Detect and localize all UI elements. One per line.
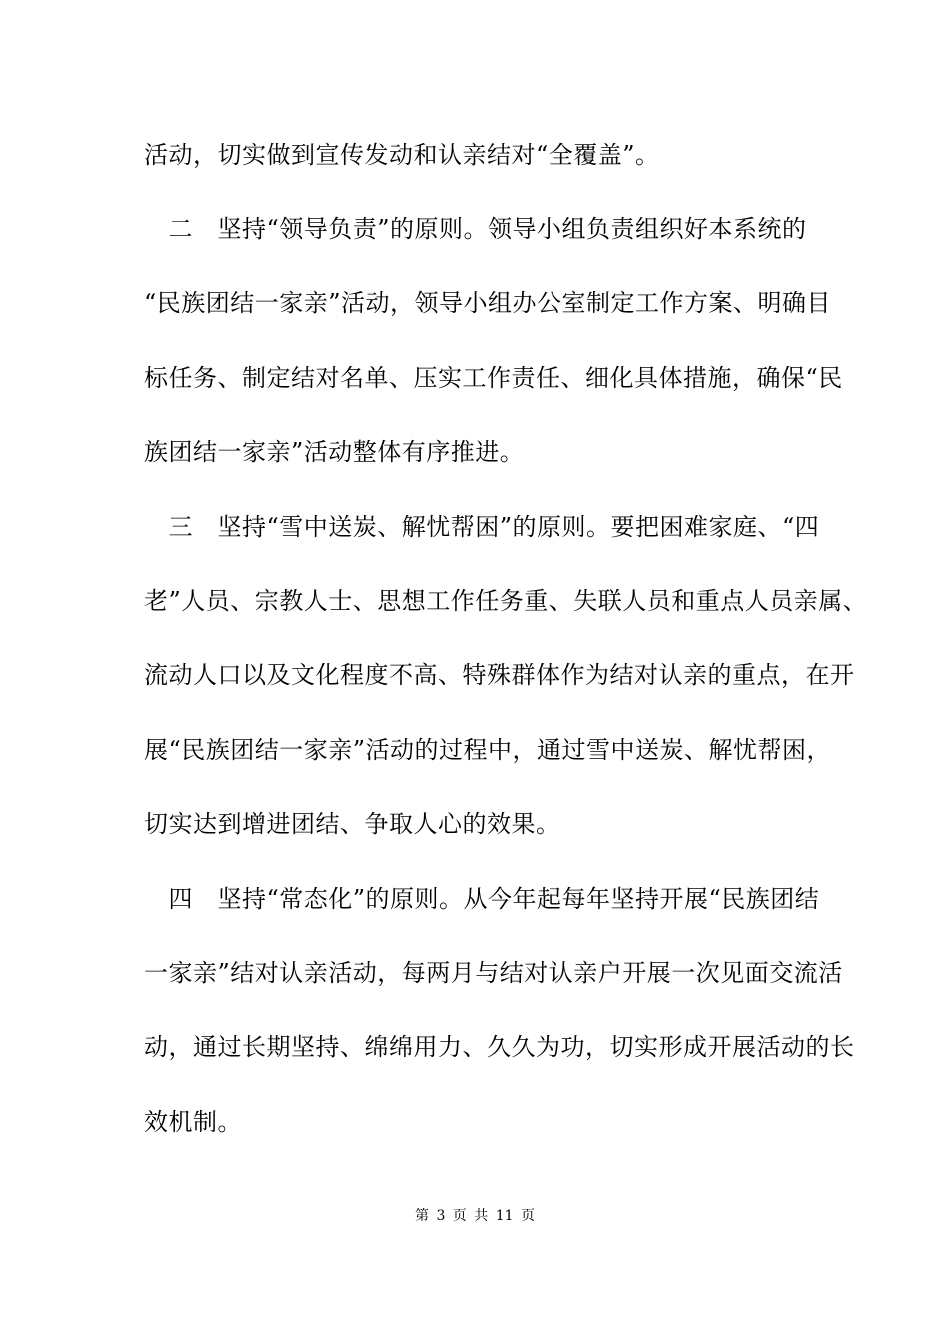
body-line-9: 展“民族团结一家亲”活动的过程中，通过雪中送炭、解忧帮困，: [144, 736, 832, 764]
body-line-11: 四 坚持“常态化”的原则。从今年起每年坚持开展“民族团结: [144, 885, 820, 913]
body-line-2: 二 坚持“领导负责”的原则。领导小组负责组织好本系统的: [144, 215, 807, 243]
body-line-12: 一家亲”结对认亲活动，每两月与结对认亲户开展一次见面交流活: [144, 959, 843, 987]
body-line-14: 效机制。: [144, 1108, 242, 1136]
body-line-10: 切实达到增进团结、争取人心的效果。: [144, 810, 561, 838]
body-line-5: 族团结一家亲”活动整体有序推进。: [144, 438, 525, 466]
body-line-3: “民族团结一家亲”活动，领导小组办公室制定工作方案、明确目: [144, 289, 832, 317]
page-number-footer: 第 3 页 共 11 页: [415, 1208, 535, 1224]
body-line-6: 三 坚持“雪中送炭、解忧帮困”的原则。要把困难家庭、“四: [144, 513, 820, 541]
body-line-13: 动，通过长期坚持、绵绵用力、久久为功，切实形成开展活动的长: [144, 1033, 855, 1061]
body-line-4: 标任务、制定结对名单、压实工作责任、细化具体措施，确保“民: [144, 364, 843, 392]
body-line-8: 流动人口以及文化程度不高、特殊群体作为结对认亲的重点，在开: [144, 661, 855, 689]
body-line-7: 老”人员、宗教人士、思想工作任务重、失联人员和重点人员亲属、: [144, 587, 868, 615]
body-line-1: 活动，切实做到宣传发动和认亲结对“全覆盖”。: [144, 141, 660, 169]
